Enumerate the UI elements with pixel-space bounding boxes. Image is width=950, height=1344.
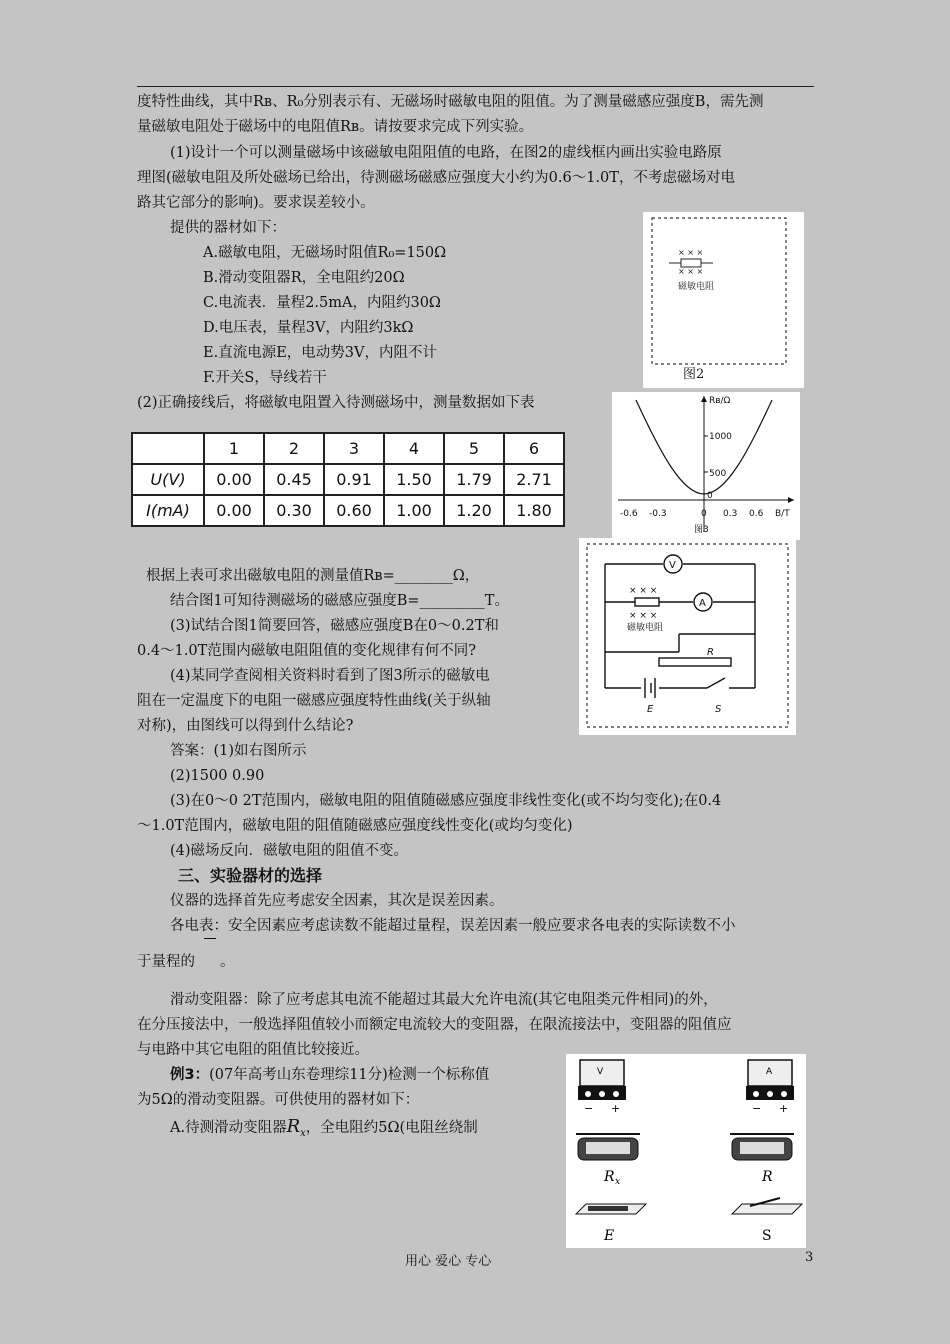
svg-text:E: E (604, 1228, 615, 1244)
source-label: E (647, 704, 654, 715)
text-line: (2)1500 0.90 (170, 768, 265, 784)
table-cell: 2.71 (504, 464, 564, 495)
origin-label: 0 (707, 491, 713, 501)
figure-2-drawing (643, 212, 804, 388)
text-line: (4)磁场反向．磁敏电阻的阻值不变。 (170, 843, 409, 859)
x-axis-label: B/T (775, 509, 790, 519)
apparatus-figure (566, 1054, 806, 1248)
table-cell: I(mA) (132, 495, 204, 526)
battery-icon (576, 1204, 646, 1244)
text-line: (4)某同学查阅相关资料时看到了图3所示的磁敏电 (170, 668, 490, 684)
text-line: 结合图1可知待测磁场的磁感应强度B=_________T。 (170, 593, 509, 609)
svg-text:+: + (779, 1102, 789, 1115)
example-label: 例3： (170, 1067, 210, 1083)
svg-text:x: x (615, 1177, 621, 1187)
circuit-figure (579, 538, 796, 735)
fraction (204, 937, 216, 940)
text-line: (2)正确接线后，将磁敏电阻置入待测磁场中，测量数据如下表 (137, 395, 535, 411)
equipment-item: E.直流电源E，电动势3V，内阻不计 (203, 345, 437, 361)
section-heading: 三、实验器材的选择 (178, 866, 323, 885)
text-line: 根据上表可求出磁敏电阻的测量值Rʙ=________Ω， (146, 568, 480, 584)
svg-text:V: V (597, 1067, 604, 1077)
text-line (170, 1065, 489, 1085)
text-line (170, 1117, 478, 1144)
text-line: 仪器的选择首先应考虑安全因素，其次是误差因素。 (170, 893, 504, 909)
magnetoresistor-label: 磁敏电阻 (627, 623, 664, 633)
text-line: 于量程的 (137, 954, 195, 970)
rheostat-rx-icon (576, 1134, 640, 1187)
table-row (132, 433, 564, 464)
apparatus-drawing (566, 1054, 806, 1248)
equipment-item: B.滑动变阻器R，全电阻约20Ω (203, 270, 405, 286)
equipment-item: D.电压表，量程3V，内阻约3kΩ (203, 320, 414, 336)
text-line: (3)试结合图1简要回答，磁感应强度B在0～0.2T和 (170, 618, 499, 634)
svg-text:× × ×: × × × (678, 267, 704, 276)
figure-2-label: 磁敏电阻 (678, 282, 715, 292)
x-tick: 0 (701, 509, 707, 519)
rheostat-r-icon (730, 1134, 794, 1185)
equipment-item: F.开关S，导线若干 (203, 370, 327, 386)
figure-3-caption: 图3 (694, 525, 709, 535)
table-cell: 1.00 (384, 495, 444, 526)
text-line: (1)设计一个可以测量磁场中该磁敏电阻阻值的电路，在图2的虚线框内画出实验电路原 (170, 145, 722, 161)
svg-text:× × ×: × × × (678, 248, 704, 257)
svg-text:+: + (611, 1102, 621, 1115)
switch-label: S (715, 704, 722, 715)
svg-text:−: − (752, 1102, 762, 1115)
table-cell: 1.50 (384, 464, 444, 495)
table-cell (132, 433, 204, 464)
table-row (132, 464, 564, 495)
svg-text:−: − (584, 1102, 594, 1115)
table-cell: 3 (324, 433, 384, 464)
text-line: 量磁敏电阻处于磁场中的电阻值Rʙ。请按要求完成下列实验。 (137, 119, 534, 135)
footer-motto: 用心 爱心 专心 (405, 1254, 492, 1269)
text-line: 理图(磁敏电阻及所处磁场已给出，待测磁场磁感应强度大小约为0.6～1.0T，不考虑磁场对电 (137, 170, 735, 186)
table-cell: 0.00 (204, 495, 264, 526)
text-line: 为5Ω的滑动变阻器。可供使用的器材如下： (137, 1092, 420, 1108)
table-cell: 0.91 (324, 464, 384, 495)
text-line: 答案：(1)如右图所示 (170, 743, 307, 759)
text-line: 度特性曲线，其中Rʙ、R₀分别表示有、无磁场时磁敏电阻的阻值。为了测量磁感应强度B，需先测 (137, 94, 764, 110)
table-cell: 0.30 (264, 495, 324, 526)
table-cell: 0.60 (324, 495, 384, 526)
figure-3-chart (612, 392, 800, 540)
table-cell: 4 (384, 433, 444, 464)
text-line: ～1.0T范围内，磁敏电阻的阻值随磁感应强度线性变化(或均匀变化) (137, 818, 573, 834)
text-line: 0.4～1.0T范围内磁敏电阻阻值的变化规律有何不同? (137, 643, 477, 659)
svg-text:R: R (762, 1169, 773, 1185)
data-table (131, 432, 565, 527)
svg-text:× × ×: × × × (629, 611, 658, 621)
text-line: 各电表：安全因素应考虑读数不能超过量程，误差因素一般应要求各电表的实际读数不小 (170, 918, 736, 934)
figure-2-caption: 图2 (683, 367, 705, 382)
text-line: 路其它部分的影响)。要求误差较小。 (137, 195, 375, 211)
table-cell: 6 (504, 433, 564, 464)
text-line: 提供的器材如下： (170, 220, 286, 236)
table-cell: U(V) (132, 464, 204, 495)
figure-3 (612, 392, 800, 540)
text-line: 与电路中其它电阻的阻值比较接近。 (137, 1042, 369, 1058)
rx-symbol: R (286, 1116, 301, 1137)
header-rule (137, 86, 814, 87)
table-cell: 2 (264, 433, 324, 464)
text-line: (3)在0～0 2T范围内，磁敏电阻的阻值随磁感应强度非线性变化(或不均匀变化);在0.4 (170, 793, 722, 809)
svg-text:× × ×: × × × (629, 586, 658, 596)
text-line: 在分压接法中，一般选择阻值较小而额定电流较大的变阻器，在限流接法中，变阻器的阻值应 (137, 1017, 732, 1033)
y-axis-label: Rʙ/Ω (709, 396, 731, 406)
page-number: 3 (805, 1250, 814, 1265)
ammeter-label: A (699, 598, 706, 609)
x-tick: 0.6 (749, 509, 764, 519)
svg-text:S: S (762, 1228, 772, 1244)
table-cell: 1 (204, 433, 264, 464)
figure-2 (643, 212, 804, 388)
table-cell: 0.45 (264, 464, 324, 495)
table-cell: 1.80 (504, 495, 564, 526)
svg-text:R: R (604, 1169, 615, 1185)
text-line: 对称)，由图线可以得到什么结论? (137, 718, 354, 734)
svg-text:A: A (766, 1067, 773, 1077)
y-tick: 500 (709, 469, 727, 479)
voltmeter-icon (578, 1060, 626, 1115)
voltmeter-label: V (669, 560, 676, 571)
item-text: ，全电阻约5Ω(电阻丝绕制 (305, 1120, 478, 1136)
text-line: 滑动变阻器：除了应考虑其电流不能超过其最大允许电流(其它电阻类元件相同)的外， (170, 992, 718, 1008)
text-line: 。 (220, 954, 235, 970)
x-tick: 0.3 (723, 509, 738, 519)
switch-icon (732, 1198, 802, 1244)
equipment-item: A.磁敏电阻，无磁场时阻值R₀=150Ω (203, 245, 447, 261)
table-cell: 1.79 (444, 464, 504, 495)
rheostat-label: R (707, 647, 714, 658)
rx-subscript: x (300, 1127, 306, 1139)
table-cell: 5 (444, 433, 504, 464)
table-row (132, 495, 564, 526)
ammeter-icon (746, 1060, 794, 1115)
y-tick: 1000 (709, 432, 732, 442)
table-cell: 1.20 (444, 495, 504, 526)
x-tick: -0.3 (649, 509, 667, 519)
table-cell: 0.00 (204, 464, 264, 495)
x-tick: -0.6 (620, 509, 638, 519)
text-line: 阻在一定温度下的电阻一磁感应强度特性曲线(关于纵轴 (137, 693, 491, 709)
equipment-item: C.电流表．量程2.5mA，内阻约30Ω (203, 295, 441, 311)
item-text: A.待测滑动变阻器 (170, 1120, 287, 1136)
circuit-drawing (579, 538, 796, 735)
example-text: (07年高考山东卷理综11分)检测一个标称值 (209, 1067, 490, 1083)
